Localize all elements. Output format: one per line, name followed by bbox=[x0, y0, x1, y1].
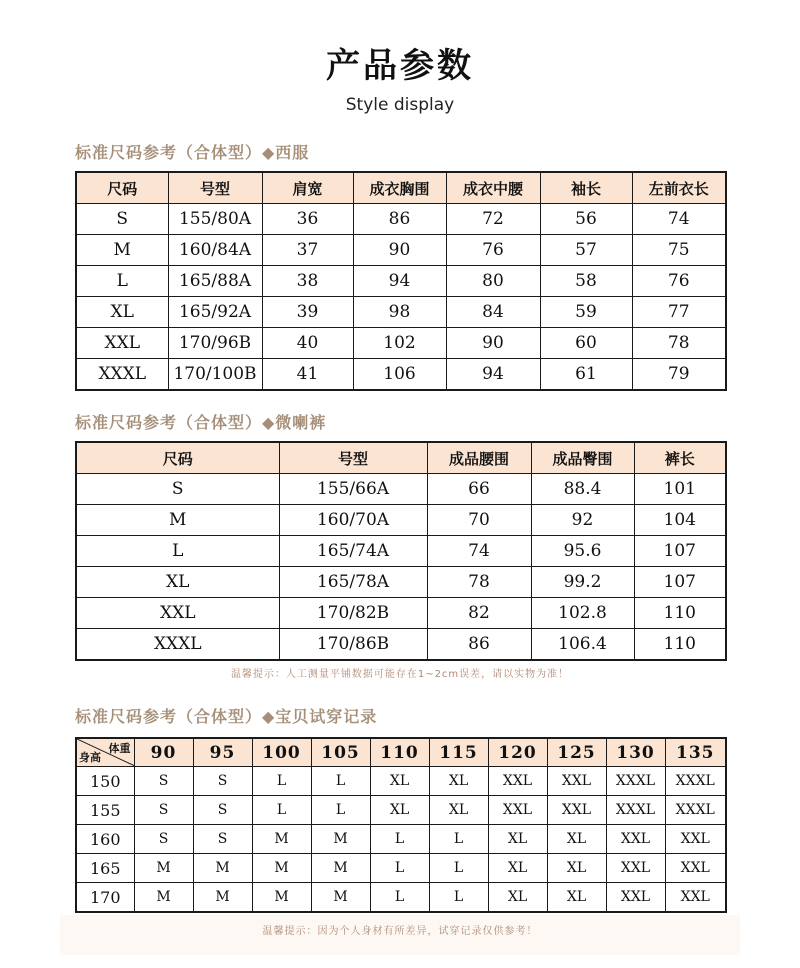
recommended-size-cell: L bbox=[252, 796, 311, 825]
pants-value-cell: 165/74A bbox=[279, 536, 427, 567]
suit-value-cell: 102 bbox=[353, 328, 446, 359]
pants-value-cell: 155/66A bbox=[279, 474, 427, 505]
pants-size-row bbox=[76, 567, 726, 598]
recommended-size-cell: S bbox=[134, 767, 193, 796]
suit-value-cell: 86 bbox=[353, 204, 446, 235]
suit-size-row bbox=[76, 328, 726, 359]
weight-column-header: 115 bbox=[429, 738, 488, 767]
suit-value-cell: 90 bbox=[353, 235, 446, 266]
page-title: 产品参数 bbox=[326, 46, 474, 86]
suit-size-cell: XXL bbox=[76, 328, 168, 359]
suit-value-cell: 59 bbox=[540, 297, 632, 328]
pants-section-title: 标准尺码参考（合体型）◆微喇裤 bbox=[75, 413, 327, 432]
pants-size-cell: M bbox=[76, 505, 279, 536]
suit-value-cell: 90 bbox=[446, 328, 540, 359]
pants-size-row bbox=[76, 474, 726, 505]
weight-column-header: 100 bbox=[252, 738, 311, 767]
recommended-size-cell: XXL bbox=[665, 854, 726, 883]
suit-value-cell: 36 bbox=[262, 204, 353, 235]
suit-value-cell: 94 bbox=[446, 359, 540, 391]
recommended-size-cell: M bbox=[134, 854, 193, 883]
pants-size-row bbox=[76, 598, 726, 629]
weight-column-header: 90 bbox=[134, 738, 193, 767]
suit-value-cell: 79 bbox=[632, 359, 726, 391]
pants-value-cell: 165/78A bbox=[279, 567, 427, 598]
suit-column-header: 左前衣长 bbox=[632, 172, 726, 204]
pants-value-cell: 74 bbox=[427, 536, 531, 567]
tryon-row bbox=[76, 854, 726, 883]
tryon-section-title: 标准尺码参考（合体型）◆宝贝试穿记录 bbox=[75, 707, 378, 726]
weight-column-header: 135 bbox=[665, 738, 726, 767]
recommended-size-cell: XXL bbox=[665, 825, 726, 854]
tryon-row bbox=[76, 825, 726, 854]
suit-value-cell: 98 bbox=[353, 297, 446, 328]
suit-value-cell: 41 bbox=[262, 359, 353, 391]
height-row-header: 170 bbox=[76, 883, 134, 913]
recommended-size-cell: XL bbox=[547, 883, 606, 913]
suit-size-cell: M bbox=[76, 235, 168, 266]
pants-size-row bbox=[76, 505, 726, 536]
suit-value-cell: 56 bbox=[540, 204, 632, 235]
suit-value-cell: 38 bbox=[262, 266, 353, 297]
suit-header-row bbox=[76, 172, 726, 204]
recommended-size-cell: XXL bbox=[606, 883, 665, 913]
pants-size-cell: XXXL bbox=[76, 629, 279, 661]
recommended-size-cell: XL bbox=[429, 767, 488, 796]
pants-size-table bbox=[75, 441, 727, 661]
pants-size-cell: S bbox=[76, 474, 279, 505]
recommended-size-cell: M bbox=[193, 883, 252, 913]
pants-size-row bbox=[76, 536, 726, 567]
recommended-size-cell: L bbox=[429, 883, 488, 913]
suit-value-cell: 74 bbox=[632, 204, 726, 235]
recommended-size-cell: S bbox=[193, 825, 252, 854]
measurement-note: 温馨提示：人工测量平铺数据可能存在1~2cm误差，请以实物为准！ bbox=[230, 669, 570, 680]
recommended-size-cell: L bbox=[429, 825, 488, 854]
recommended-size-cell: S bbox=[193, 796, 252, 825]
recommended-size-cell: S bbox=[134, 796, 193, 825]
suit-size-row bbox=[76, 204, 726, 235]
tryon-row bbox=[76, 767, 726, 796]
pants-size-cell: XL bbox=[76, 567, 279, 598]
suit-value-cell: 72 bbox=[446, 204, 540, 235]
pants-column-header: 尺码 bbox=[76, 442, 279, 474]
weight-column-header: 105 bbox=[311, 738, 370, 767]
suit-column-header: 成衣胸围 bbox=[353, 172, 446, 204]
pants-value-cell: 86 bbox=[427, 629, 531, 661]
weight-column-header: 120 bbox=[488, 738, 547, 767]
recommended-size-cell: L bbox=[311, 767, 370, 796]
weight-column-header: 130 bbox=[606, 738, 665, 767]
suit-column-header: 尺码 bbox=[76, 172, 168, 204]
height-row-header: 165 bbox=[76, 854, 134, 883]
weight-column-header: 95 bbox=[193, 738, 252, 767]
pants-size-cell: L bbox=[76, 536, 279, 567]
suit-value-cell: 58 bbox=[540, 266, 632, 297]
recommended-size-cell: L bbox=[370, 854, 429, 883]
recommended-size-cell: XL bbox=[488, 854, 547, 883]
recommended-size-cell: M bbox=[311, 854, 370, 883]
recommended-size-cell: XXXL bbox=[606, 767, 665, 796]
suit-value-cell: 160/84A bbox=[168, 235, 262, 266]
suit-size-cell: XXXL bbox=[76, 359, 168, 391]
suit-value-cell: 94 bbox=[353, 266, 446, 297]
weight-column-header: 110 bbox=[370, 738, 429, 767]
suit-value-cell: 155/80A bbox=[168, 204, 262, 235]
suit-value-cell: 76 bbox=[632, 266, 726, 297]
suit-value-cell: 40 bbox=[262, 328, 353, 359]
suit-size-row bbox=[76, 266, 726, 297]
recommended-size-cell: XXL bbox=[488, 767, 547, 796]
pants-value-cell: 107 bbox=[634, 536, 726, 567]
recommended-size-cell: M bbox=[311, 825, 370, 854]
weight-column-header: 125 bbox=[547, 738, 606, 767]
pants-column-header: 成品臀围 bbox=[531, 442, 634, 474]
recommended-size-cell: XXL bbox=[488, 796, 547, 825]
recommended-size-cell: XXXL bbox=[665, 767, 726, 796]
recommended-size-cell: XL bbox=[429, 796, 488, 825]
suit-size-row bbox=[76, 359, 726, 391]
suit-value-cell: 61 bbox=[540, 359, 632, 391]
pants-value-cell: 101 bbox=[634, 474, 726, 505]
weight-label: 体重 bbox=[108, 742, 131, 755]
recommended-size-cell: M bbox=[252, 825, 311, 854]
pants-value-cell: 78 bbox=[427, 567, 531, 598]
recommended-size-cell: M bbox=[252, 854, 311, 883]
suit-size-row bbox=[76, 235, 726, 266]
height-row-header: 150 bbox=[76, 767, 134, 796]
pants-value-cell: 70 bbox=[427, 505, 531, 536]
suit-value-cell: 60 bbox=[540, 328, 632, 359]
suit-column-header: 袖长 bbox=[540, 172, 632, 204]
recommended-size-cell: XL bbox=[488, 883, 547, 913]
recommended-size-cell: S bbox=[193, 767, 252, 796]
suit-size-row bbox=[76, 297, 726, 328]
suit-size-table bbox=[75, 171, 727, 391]
tryon-row bbox=[76, 796, 726, 825]
suit-size-cell: L bbox=[76, 266, 168, 297]
tryon-row bbox=[76, 883, 726, 913]
suit-column-header: 号型 bbox=[168, 172, 262, 204]
suit-value-cell: 84 bbox=[446, 297, 540, 328]
height-label: 身高 bbox=[79, 751, 101, 764]
recommended-size-cell: XL bbox=[370, 767, 429, 796]
recommended-size-cell: XXXL bbox=[606, 796, 665, 825]
suit-value-cell: 78 bbox=[632, 328, 726, 359]
suit-section-title: 标准尺码参考（合体型）◆西服 bbox=[75, 143, 310, 162]
recommended-size-cell: L bbox=[370, 825, 429, 854]
pants-value-cell: 82 bbox=[427, 598, 531, 629]
pants-header-row bbox=[76, 442, 726, 474]
pants-value-cell: 95.6 bbox=[531, 536, 634, 567]
recommended-size-cell: XXL bbox=[606, 854, 665, 883]
recommended-size-cell: S bbox=[134, 825, 193, 854]
height-row-header: 155 bbox=[76, 796, 134, 825]
suit-value-cell: 76 bbox=[446, 235, 540, 266]
suit-value-cell: 77 bbox=[632, 297, 726, 328]
suit-value-cell: 165/88A bbox=[168, 266, 262, 297]
pants-value-cell: 170/82B bbox=[279, 598, 427, 629]
suit-value-cell: 170/96B bbox=[168, 328, 262, 359]
recommended-size-cell: L bbox=[429, 854, 488, 883]
weight-height-corner-cell bbox=[76, 738, 134, 767]
suit-size-cell: XL bbox=[76, 297, 168, 328]
recommended-size-cell: XL bbox=[370, 796, 429, 825]
pants-value-cell: 88.4 bbox=[531, 474, 634, 505]
recommended-size-cell: M bbox=[193, 854, 252, 883]
recommended-size-cell: L bbox=[252, 767, 311, 796]
recommended-size-cell: M bbox=[311, 883, 370, 913]
suit-column-header: 成衣中腰 bbox=[446, 172, 540, 204]
pants-value-cell: 110 bbox=[634, 598, 726, 629]
recommended-size-cell: XL bbox=[547, 825, 606, 854]
suit-value-cell: 165/92A bbox=[168, 297, 262, 328]
tryon-header-row bbox=[76, 738, 726, 767]
recommended-size-cell: L bbox=[311, 796, 370, 825]
suit-value-cell: 57 bbox=[540, 235, 632, 266]
recommended-size-cell: XXL bbox=[547, 796, 606, 825]
pants-column-header: 成品腰围 bbox=[427, 442, 531, 474]
pants-column-header: 号型 bbox=[279, 442, 427, 474]
recommended-size-cell: M bbox=[134, 883, 193, 913]
recommended-size-cell: XXL bbox=[665, 883, 726, 913]
suit-value-cell: 37 bbox=[262, 235, 353, 266]
pants-value-cell: 160/70A bbox=[279, 505, 427, 536]
recommended-size-cell: XXL bbox=[547, 767, 606, 796]
pants-value-cell: 66 bbox=[427, 474, 531, 505]
suit-column-header: 肩宽 bbox=[262, 172, 353, 204]
pants-value-cell: 170/86B bbox=[279, 629, 427, 661]
suit-value-cell: 170/100B bbox=[168, 359, 262, 391]
pants-size-cell: XXL bbox=[76, 598, 279, 629]
pants-value-cell: 99.2 bbox=[531, 567, 634, 598]
suit-value-cell: 80 bbox=[446, 266, 540, 297]
recommended-size-cell: XXXL bbox=[665, 796, 726, 825]
suit-value-cell: 75 bbox=[632, 235, 726, 266]
pants-size-row bbox=[76, 629, 726, 661]
suit-value-cell: 39 bbox=[262, 297, 353, 328]
tryon-record-table bbox=[75, 737, 727, 913]
suit-size-cell: S bbox=[76, 204, 168, 235]
tryon-note: 温馨提示：因为个人身材有所差异，试穿记录仅供参考！ bbox=[262, 926, 538, 937]
height-row-header: 160 bbox=[76, 825, 134, 854]
suit-value-cell: 106 bbox=[353, 359, 446, 391]
page-subtitle: Style display bbox=[345, 95, 455, 115]
pants-value-cell: 106.4 bbox=[531, 629, 634, 661]
recommended-size-cell: L bbox=[370, 883, 429, 913]
pants-value-cell: 107 bbox=[634, 567, 726, 598]
recommended-size-cell: XL bbox=[547, 854, 606, 883]
pants-value-cell: 104 bbox=[634, 505, 726, 536]
pants-value-cell: 92 bbox=[531, 505, 634, 536]
recommended-size-cell: XXL bbox=[606, 825, 665, 854]
pants-value-cell: 102.8 bbox=[531, 598, 634, 629]
recommended-size-cell: M bbox=[252, 883, 311, 913]
pants-value-cell: 110 bbox=[634, 629, 726, 661]
recommended-size-cell: XL bbox=[488, 825, 547, 854]
pants-column-header: 裤长 bbox=[634, 442, 726, 474]
